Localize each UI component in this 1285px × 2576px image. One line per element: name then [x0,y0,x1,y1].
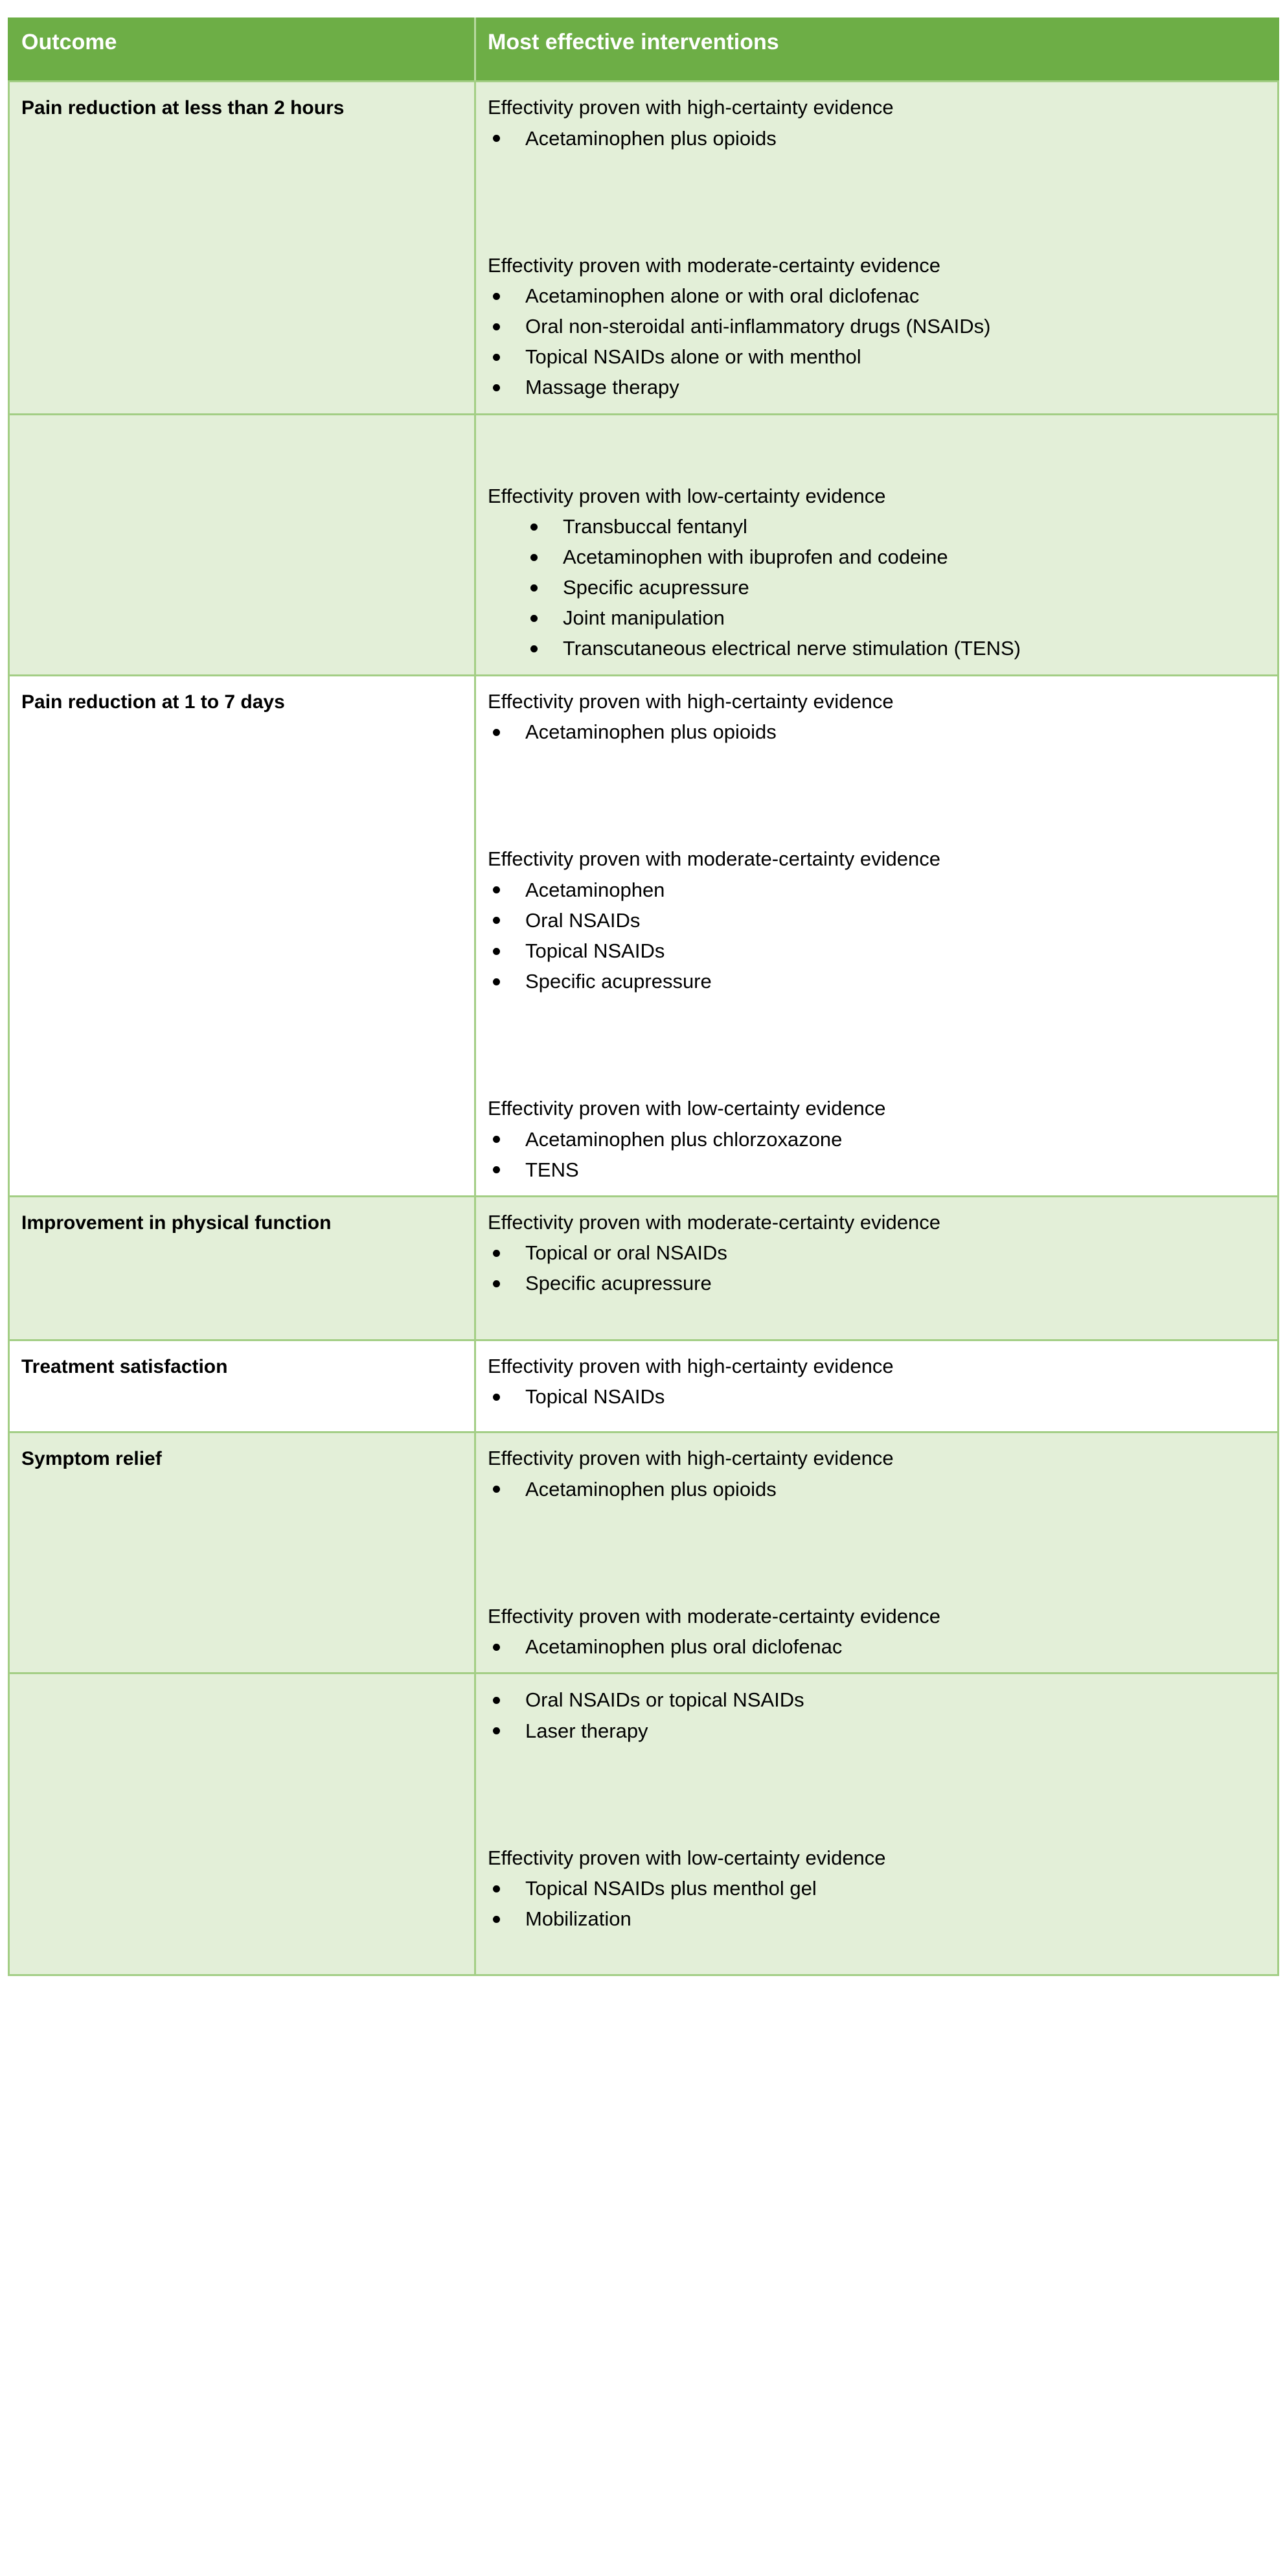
bullet-icon [493,886,500,893]
list-item [488,1716,1264,1746]
block-spacer [488,154,1264,251]
evidence-heading-high: Effectivity proven with high-certainty evidence [488,1447,894,1470]
list-item [488,572,1264,603]
list-item [488,542,1264,572]
table-row [9,82,1279,415]
intervention-list [488,875,1264,996]
interventions-cell [475,1673,1279,1975]
interventions-cell [475,82,1279,415]
list-item [488,717,1264,747]
outcome-label: Symptom relief [9,1432,475,1673]
list-item [488,905,1264,936]
list-item-label: Topical or oral NSAIDs [525,1241,727,1265]
outcome-label: Pain reduction at 1 to 7 days [9,675,475,1196]
evidence-heading-low: Effectivity proven with low-certainty evidence [488,1097,886,1120]
list-item [488,372,1264,402]
interventions-cell [475,675,1279,1196]
list-item-label: Topical NSAIDs [525,1385,665,1409]
bullet-icon [530,645,538,652]
intervention-list [488,1873,1264,1934]
list-item [488,1237,1264,1268]
list-item-label: Acetaminophen alone or with oral diclofenac [525,284,920,308]
column-header-outcome: Outcome [9,19,475,82]
bullet-icon [493,293,500,300]
list-item [488,966,1264,996]
column-header-interventions: Most effective interventions [475,19,1279,82]
block-spacer [488,1504,1264,1602]
list-item-label: Mobilization [525,1907,631,1931]
list-item [488,341,1264,372]
list-item [488,1903,1264,1934]
evidence-heading-moderate: Effectivity proven with moderate-certainty evidence [488,253,940,277]
bullet-icon [493,1394,500,1401]
bullet-icon [493,1727,500,1734]
list-item [488,1631,1264,1662]
table-row [9,1196,1279,1340]
list-item-label: Acetaminophen with ibuprofen and codeine [563,546,948,569]
list-item-label: Topical NSAIDs plus menthol gel [525,1877,817,1900]
list-item [488,603,1264,633]
list-item [488,1124,1264,1155]
bullet-icon [493,917,500,924]
intervention-list [488,123,1264,154]
intervention-list [488,281,1264,402]
table-row [9,414,1279,675]
block-spacer [488,1412,1264,1421]
list-item-label: Oral NSAIDs or topical NSAIDs [525,1688,804,1712]
list-item-label: Acetaminophen plus opioids [525,720,777,744]
list-item [488,875,1264,905]
block-spacer [488,1746,1264,1843]
table-header [9,19,1279,82]
list-item [488,123,1264,154]
block-spacer [488,747,1264,844]
evidence-heading-high: Effectivity proven with high-certainty evidence [488,96,894,119]
evidence-heading-high: Effectivity proven with high-certainty evidence [488,689,894,713]
bullet-icon [493,1250,500,1257]
evidence-heading-high: Effectivity proven with high-certainty evidence [488,1354,894,1377]
bullet-icon [493,1280,500,1287]
block-spacer [488,1934,1264,1964]
list-item [488,281,1264,311]
table-row [9,1432,1279,1673]
outcome-label [9,414,475,675]
list-item-label: Specific acupressure [525,1272,712,1295]
list-item-label: Joint manipulation [563,606,725,630]
list-item [488,1873,1264,1903]
bullet-icon [530,554,538,561]
interventions-cell [475,1340,1279,1432]
bullet-icon [493,323,500,330]
list-item [488,633,1264,663]
bullet-icon [493,729,500,736]
outcome-label: Improvement in physical function [9,1196,475,1340]
outcome-label: Treatment satisfaction [9,1340,475,1432]
bullet-icon [493,1166,500,1173]
bullet-icon [493,354,500,361]
list-item-label: TENS [525,1158,579,1181]
intervention-list [488,1237,1264,1298]
evidence-heading-low: Effectivity proven with low-certainty evidence [488,1846,886,1869]
list-item [488,1268,1264,1298]
bullet-icon [493,978,500,985]
list-item-label: Acetaminophen plus opioids [525,1477,777,1501]
bullet-icon [493,1885,500,1892]
table-row [9,1673,1279,1975]
list-item [488,311,1264,341]
interventions-cell [475,1432,1279,1673]
bullet-icon [493,1916,500,1923]
list-item [488,1474,1264,1504]
bullet-icon [493,1697,500,1704]
bullet-icon [530,523,538,531]
list-item [488,1381,1264,1412]
interventions-cell [475,414,1279,675]
list-item-label: Laser therapy [525,1719,648,1742]
list-item [488,511,1264,542]
list-item [488,1685,1264,1715]
outcome-label [9,1673,475,1975]
list-item [488,1155,1264,1185]
table-body [9,82,1279,1975]
list-item-label: Oral NSAIDs [525,908,641,932]
evidence-heading-moderate: Effectivity proven with moderate-certainty evidence [488,1604,940,1627]
block-spacer [488,996,1264,1094]
bullet-icon [493,1136,500,1143]
list-item-label: Acetaminophen plus opioids [525,126,777,150]
intervention-list [488,1685,1264,1745]
table-header-row [9,19,1279,82]
block-spacer [488,1299,1264,1329]
list-item-label: Acetaminophen plus oral diclofenac [525,1635,843,1659]
outcome-label: Pain reduction at less than 2 hours [9,82,475,415]
bullet-icon [530,615,538,622]
evidence-heading-low: Effectivity proven with low-certainty evidence [488,484,886,507]
block-spacer [488,426,1264,481]
bullet-icon [493,384,500,391]
list-item-label: Topical NSAIDs [525,939,665,962]
bullet-icon [530,584,538,592]
intervention-list [488,1631,1264,1662]
intervention-list [488,1381,1264,1412]
list-item-label: Transbuccal fentanyl [563,515,747,538]
list-item-label: Acetaminophen plus chlorzoxazone [525,1127,843,1151]
intervention-list [488,511,1264,664]
list-item-label: Specific acupressure [563,576,749,599]
bullet-icon [493,1486,500,1493]
bullet-icon [493,1644,500,1651]
evidence-heading-moderate: Effectivity proven with moderate-certainty evidence [488,847,940,871]
evidence-table [8,17,1279,1976]
table-row [9,1340,1279,1432]
intervention-list [488,1124,1264,1185]
bullet-icon [493,135,500,142]
interventions-cell [475,1196,1279,1340]
list-item-label: Massage therapy [525,376,679,399]
list-item [488,936,1264,966]
intervention-list [488,1474,1264,1504]
table-row [9,675,1279,1196]
list-item-label: Transcutaneous electrical nerve stimulation (TENS) [563,637,1021,660]
list-item-label: Oral non-steroidal anti-inflammatory drugs (NSAIDs) [525,315,991,338]
intervention-list [488,717,1264,747]
list-item-label: Acetaminophen [525,878,665,901]
evidence-heading-moderate: Effectivity proven with moderate-certainty evidence [488,1210,940,1234]
list-item-label: Specific acupressure [525,970,712,993]
bullet-icon [493,948,500,955]
list-item-label: Topical NSAIDs alone or with menthol [525,345,861,369]
